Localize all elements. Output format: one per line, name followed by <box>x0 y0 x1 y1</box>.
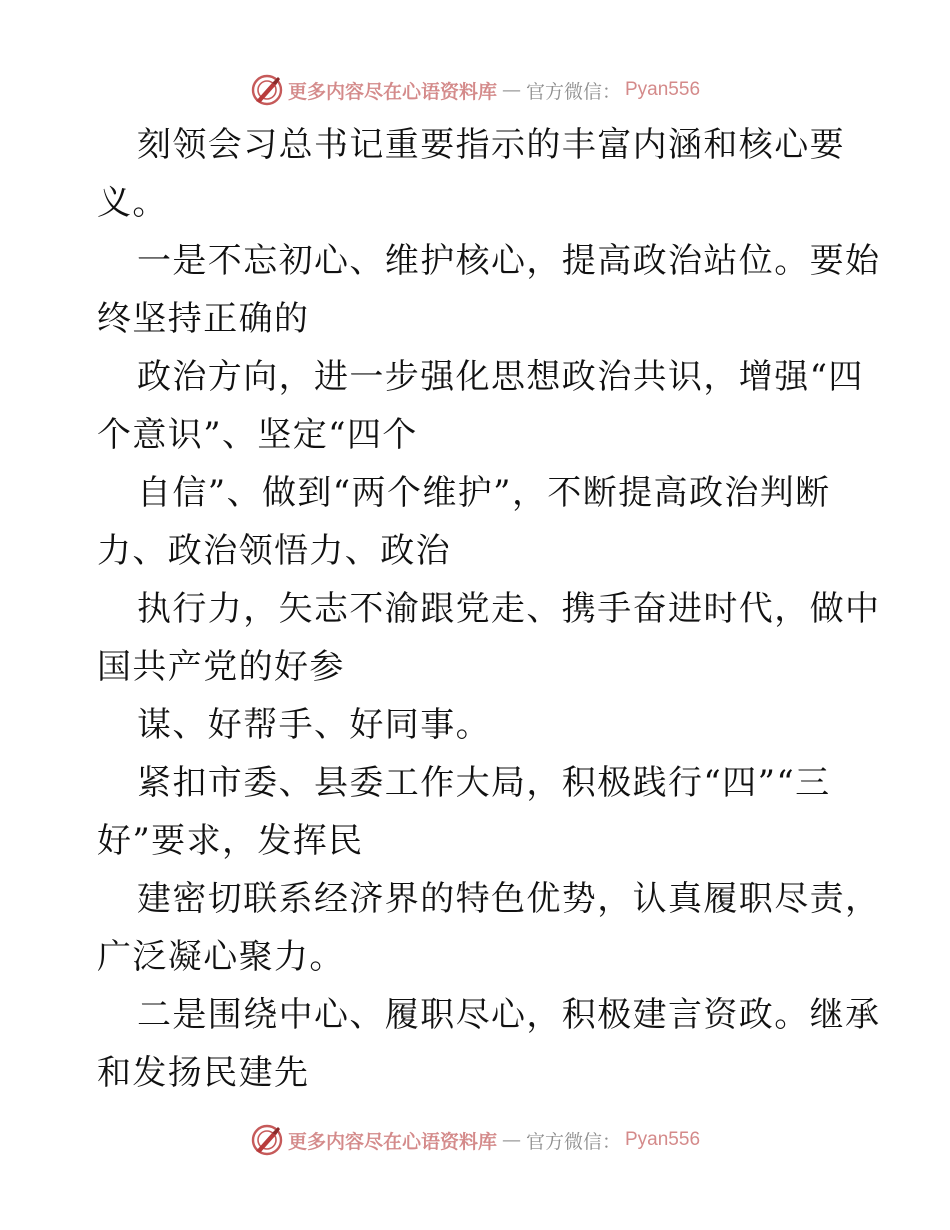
text-line: 个意识”、坚定“四个 <box>97 415 418 455</box>
text-line: 一是不忘初心、维护核心，提高政治站位。要始 <box>137 241 881 281</box>
text-line: 终坚持正确的 <box>97 299 310 339</box>
text-line: 紧扣市委、县委工作大局，积极践行“四”“三 <box>137 763 831 803</box>
banner-wechat-id: Pyan556 <box>625 79 701 100</box>
footer-banner <box>0 1120 950 1160</box>
banner-separator: — <box>501 1129 521 1151</box>
text-line: 国共产党的好参 <box>97 647 345 687</box>
text-line: 自信”、做到“两个维护”，不断提高政治判断 <box>137 473 831 513</box>
document-body <box>97 116 881 1102</box>
text-line: 二是围绕中心、履职尽心，积极建言资政。继承 <box>137 995 881 1035</box>
text-line: 刻领会习总书记重要指示的丰富内涵和核心要 <box>137 125 845 165</box>
text-line: 和发扬民建先 <box>97 1053 310 1093</box>
header-banner <box>0 70 950 110</box>
text-line: 政治方向，进一步强化思想政治共识，增强“四 <box>137 357 864 397</box>
text-line: 建密切联系经济界的特色优势，认真履职尽责， <box>137 879 881 919</box>
text-line: 谋、好帮手、好同事。 <box>137 705 491 745</box>
banner-wechat-id: Pyan556 <box>625 1129 701 1150</box>
text-line: 好”要求，发挥民 <box>97 821 364 861</box>
banner-title: 更多内容尽在心语资料库 <box>287 80 497 103</box>
banner-official-label: 官方微信： <box>525 80 621 103</box>
banner-content <box>250 73 700 107</box>
text-line: 义。 <box>97 183 168 223</box>
banner-content <box>250 1123 700 1157</box>
banner-official-label: 官方微信： <box>525 1130 621 1153</box>
brand-logo-icon <box>250 1123 284 1157</box>
text-line: 广泛凝心聚力。 <box>97 937 345 977</box>
brand-logo-icon <box>250 73 284 107</box>
text-line: 力、政治领悟力、政治 <box>97 531 451 571</box>
text-line: 执行力，矢志不渝跟党走、携手奋进时代，做中 <box>137 589 881 629</box>
banner-title: 更多内容尽在心语资料库 <box>287 1130 497 1153</box>
banner-separator: — <box>501 79 521 101</box>
